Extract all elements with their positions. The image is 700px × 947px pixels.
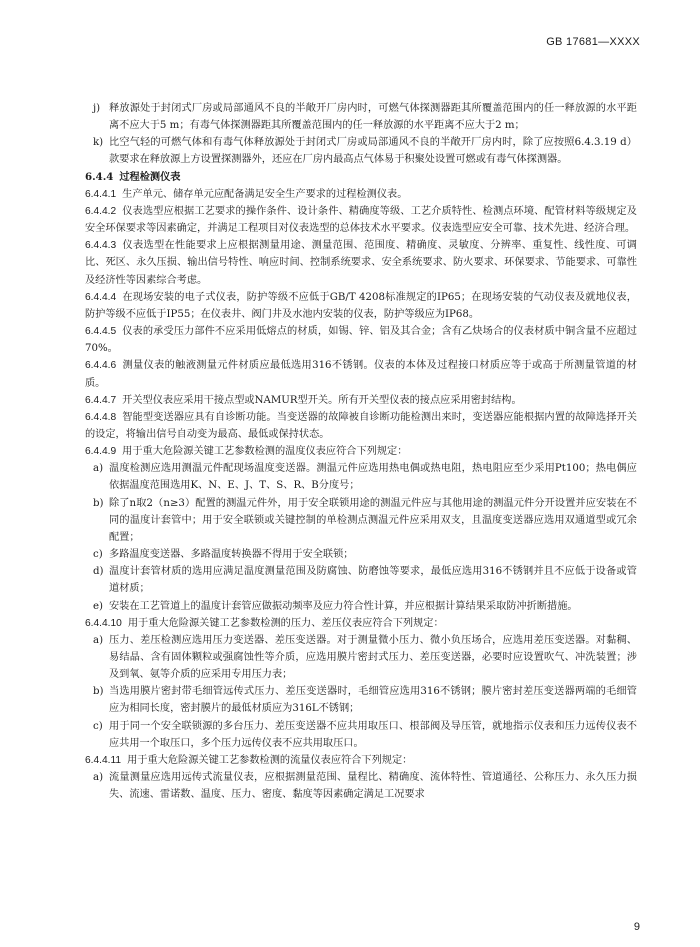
clause: [85, 237, 637, 288]
list-item: [85, 718, 637, 752]
clause-text: 智能型变送器应具有自诊断功能。当变送器的故障被自诊断功能检测出来时，变送器应能根据内置的故障选择开关的设定，将输出信号自动变为最高、最低或保持状态。: [85, 411, 637, 440]
clause-text: 生产单元、储存单元应配备满足安全生产要求的过程检测仪表。: [122, 188, 408, 200]
clause-number: 6.4.4.11: [85, 754, 122, 766]
list-item-text: 多路温度变送器、多路温度转换器不得用于安全联锁；: [109, 549, 354, 561]
list-item: [85, 100, 637, 134]
list-item-label: a): [93, 634, 104, 646]
clause-text: 仪表选型在性能要求上应根据测量用途、测量范围、范围度、精确度、灵敏度、分辨率、重复性、线性度、可调比、死区、永久压损、输出信号特性、响应时间、控制系统要求、安全系统要求、防火要求、环保要求、节能要求、可靠性及经济性等因素综合考虑。: [85, 240, 637, 286]
clause-number: 6.4.4.6: [85, 360, 117, 372]
list-item: [85, 134, 637, 168]
clause: [85, 323, 637, 357]
list-item: [85, 495, 637, 546]
list-item-label: a): [93, 772, 104, 784]
list-item-label: c): [93, 720, 103, 732]
list-item: [85, 598, 637, 615]
clause: [85, 752, 637, 769]
list-item: [85, 632, 637, 683]
clause-number: 6.4.4.1: [85, 188, 117, 200]
clause-number: 6.4.4.7: [85, 394, 117, 406]
clause-text: 仪表选型应根据工艺要求的操作条件、设计条件、精确度等级、工艺介质特性、检测点环境、配管材料等级规定及安全环保要求等因素确定，并满足工程项目对仪表选型的总体技术水平要求。仪表选型应安全可靠、技术先进、经济合理。: [85, 205, 637, 235]
clause-number: 6.4.4.2: [85, 205, 117, 217]
clause-text: 在现场安装的电子式仪表，防护等级不应低于GB/T 4208标准规定的IP65；在现场安装的气动仪表及就地仪表，防护等级不应低于IP55；在仪表井、阀门井及水池内安装的仪表，防护等级应为IP68。: [85, 291, 637, 320]
clause-text: 开关型仪表应采用干接点型或NAMUR型开关。所有开关型仪表的接点应采用密封结构。: [122, 394, 522, 406]
list-item-text: 温度检测应选用测温元件配现场温度变送器。测温元件应选用热电偶或热电阻，热电阻应至少采用Pt100；热电偶应依据温度范围选用K、N、E、J、T、S、R、B分度号；: [109, 463, 637, 492]
list-item: [85, 460, 637, 494]
clause: [85, 186, 637, 203]
clause-number: 6.4.4.4: [85, 291, 117, 303]
list-item-label: d): [93, 566, 104, 578]
clause-number: 6.4.4.10: [85, 617, 122, 629]
list-item-label: b): [93, 497, 104, 509]
clause-number: 6.4.4.5: [85, 326, 117, 338]
list-item-label: c): [93, 549, 103, 561]
clause: [85, 289, 637, 323]
clause: [85, 392, 637, 409]
list-item-text: 压力、差压检测应选用压力变送器、差压变送器。对于测量微小压力、微小负压场合，应选用差压变送器。对黏稠、易结晶、含有固体颗粒或强腐蚀性等介质，应选用膜片密封式压力、差压变送器，必要时应设置吹气、冲洗装置；涉及到氧、氨等介质的应采用专用压力表；: [109, 634, 637, 681]
clause-number: 6.4.4.9: [85, 446, 117, 458]
list-item-text: 安装在工艺管道上的温度计套管应做振动频率及应力符合性计算，并应根据计算结果采取防冲折断措施。: [109, 600, 578, 612]
clause-text: 用于重大危险源关键工艺参数检测的温度仪表应符合下列规定：: [122, 446, 408, 458]
clause-number: 6.4.4.8: [85, 411, 117, 423]
list-item-label: j): [93, 103, 101, 114]
page-number: 9: [633, 921, 640, 933]
document-body: [85, 100, 637, 803]
clause-text: 用于重大危险源关键工艺参数检测的压力、差压仪表应符合下列规定：: [127, 617, 444, 629]
section-number: 6.4.4: [85, 170, 114, 183]
clause: [85, 203, 637, 237]
clause-number: 6.4.4.3: [85, 240, 117, 252]
list-item-text: 当选用膜片密封带毛细管远传式压力、差压变送器时，毛细管应选用316不锈钢；膜片密封差压变送器两端的毛细管应为相同长度，密封膜片的最低材质应为316L不锈钢；: [109, 686, 637, 715]
clause-text: 仪表的承受压力部件不应采用低熔点的材质，如锡、锌、铝及其合金；含有乙炔场合的仪表材质中铜含量不应超过70%。: [85, 326, 637, 355]
list-item-text: 用于同一个安全联锁源的多台压力、差压变送器不应共用取压口、根部阀及导压管，就地指示仪表和压力远传仪表不应共用一个取压口，多个压力远传仪表不应共用取压口。: [109, 720, 637, 749]
clause: [85, 443, 637, 460]
list-item-label: b): [93, 686, 104, 698]
list-item-text: 流量测量应选用远传式流量仪表，应根据测量范围、量程比、精确度、流体特性、管道通径、公称压力、永久压力损失、流速、雷诺数、温度、压力、密度、黏度等因素确定满足工况要求: [109, 772, 637, 801]
list-item: [85, 769, 637, 803]
list-item-text: 释放源处于封闭式厂房或局部通风不良的半敞开厂房内时，可燃气体探测器距其所覆盖范围内的任一释放源的水平距离不应大于5 m；有毒气体探测器距其所覆盖范围内的任一释放源的水平距离不应大于2 m；: [109, 103, 637, 132]
list-item: [85, 563, 637, 597]
list-item: [85, 546, 637, 563]
list-item-label: k): [93, 137, 104, 149]
list-item-label: a): [93, 463, 104, 475]
list-item-label: e): [93, 600, 104, 612]
section-title-text: 过程检测仪表: [119, 170, 181, 183]
list-item-text: 除了n取2（n≥3）配置的测温元件外，用于安全联锁用途的测温元件应与其他用途的测温元件分开设置并应安装在不同的温度计套管中；用于安全联锁或关键控制的单检测点测温元件应采用双支，且温度变送器应选用双通道型或冗余配置；: [109, 497, 637, 543]
clause: [85, 615, 637, 632]
list-item: [85, 683, 637, 717]
clause: [85, 357, 637, 391]
clause-text: 测量仪表的触液测量元件材质应最低选用316不锈钢。仪表的本体及过程接口材质应等于或高于所测量管道的材质。: [85, 360, 637, 389]
list-item-text: 温度计套管材质的选用应满足温度测量范围及防腐蚀、防磨蚀等要求，最低应选用316不锈钢并且不应低于设备或管道材质；: [109, 566, 637, 595]
clause-text: 用于重大危险源关键工艺参数检测的流量仪表应符合下列规定：: [127, 754, 413, 766]
list-item-text: 比空气轻的可燃气体和有毒气体释放源处于封闭式厂房或局部通风不良的半敞开厂房内时，除了应按照6.4.3.19 d）款要求在释放源上方设置探测器外，还应在厂房内最高点气体易于积聚处设置可燃或有毒气体探测器。: [109, 137, 637, 166]
section-title: [85, 169, 637, 186]
standard-code: GB 17681—XXXX: [546, 36, 640, 48]
clause: [85, 409, 637, 443]
